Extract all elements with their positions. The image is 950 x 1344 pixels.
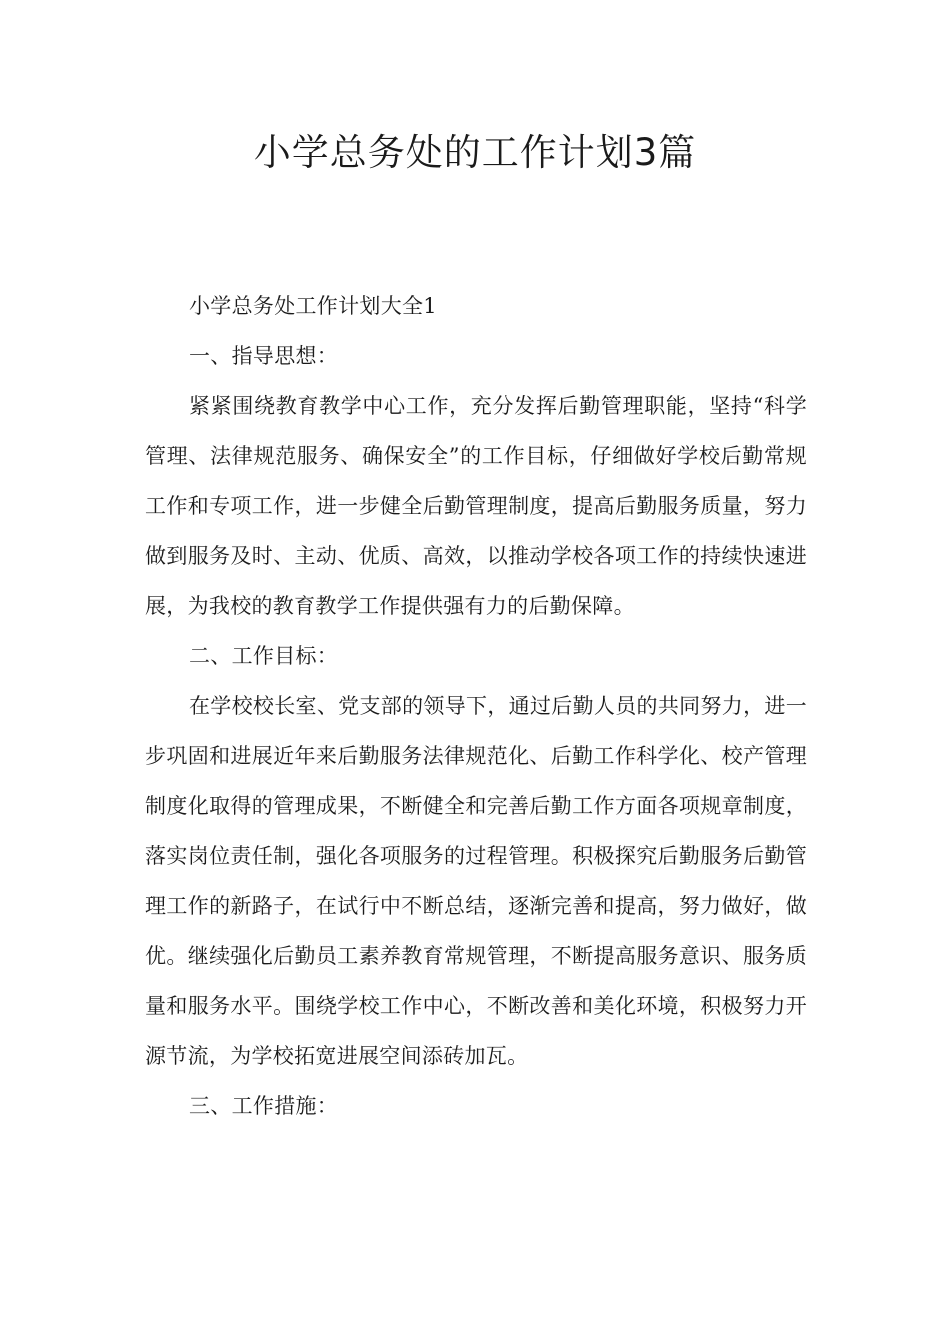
section-heading: 小学总务处工作计划大全1 <box>189 294 437 318</box>
subheading-work-goals: 二、工作目标： <box>189 644 339 668</box>
subheading-work-measures: 三、工作措施： <box>189 1094 339 1118</box>
document-title: 小学总务处的工作计划3篇 <box>253 131 697 174</box>
paragraph-guiding-ideology: 紧紧围绕教育教学中心工作，充分发挥后勤管理职能，坚持“科学管理、法律规范服务、确保安全”的工作目标，仔细做好学校后勤常规工作和专项工作，进一步健全后勤管理制度，提高后勤服务质量，努力做到服务及时、主动、优质、高效，以推动学校各项工作的持续快速进展，为我校的教育教学工作提供强有力的后勤保障。 <box>145 394 807 618</box>
subheading-guiding-ideology: 一、指导思想： <box>189 344 339 368</box>
paragraph-work-goals: 在学校校长室、党支部的领导下，通过后勤人员的共同努力，进一步巩固和进展近年来后勤服务法律规范化、后勤工作科学化、校产管理制度化取得的管理成果，不断健全和完善后勤工作方面各项规章制度，落实岗位责任制，强化各项服务的过程管理。积极探究后勤服务后勤管理工作的新路子，在试行中不断总结，逐渐完善和提高，努力做好，做优。继续强化后勤员工素养教育常规管理，不断提高服务意识、服务质量和服务水平。围绕学校工作中心，不断改善和美化环境，积极努力开源节流，为学校拓宽进展空间添砖加瓦。 <box>145 694 807 1068</box>
document-body <box>145 281 807 1131</box>
